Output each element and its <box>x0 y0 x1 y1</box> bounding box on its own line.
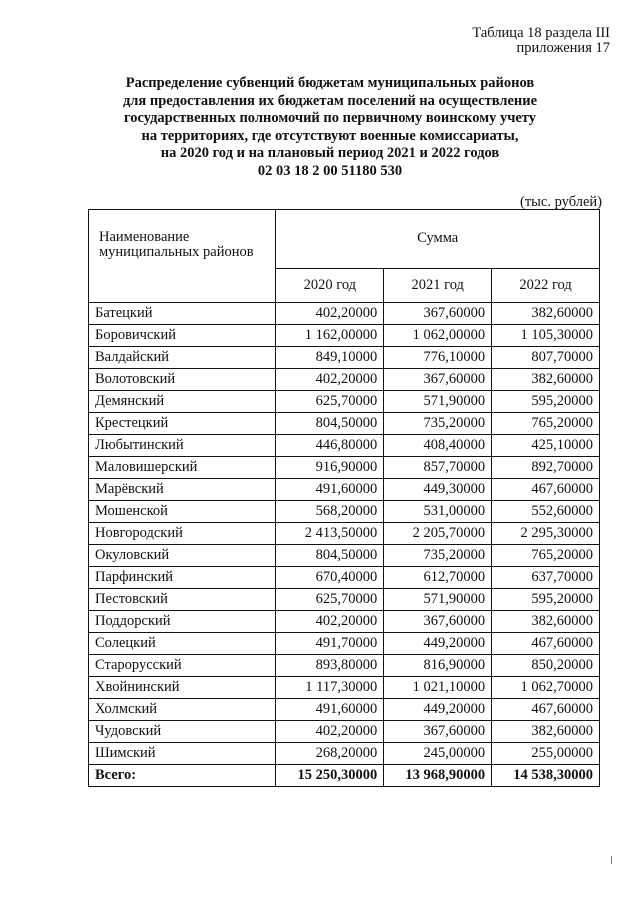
district-name-cell: Марёвский <box>89 479 276 501</box>
district-name-cell: Парфинский <box>89 567 276 589</box>
district-name-cell: Валдайский <box>89 347 276 369</box>
header-year-2021: 2021 год <box>384 268 492 302</box>
value-2021-cell: 408,40000 <box>384 435 492 457</box>
value-2021-cell: 776,10000 <box>384 347 492 369</box>
value-2022-cell: 382,60000 <box>492 369 600 391</box>
value-2022-cell: 1 105,30000 <box>492 325 600 347</box>
title-line: на 2020 год и на плановый период 2021 и 2022 годов <box>160 145 500 162</box>
table-row <box>89 721 600 743</box>
header-district-name <box>89 210 276 303</box>
title-line: для предоставления их бюджетам поселений на осуществление <box>122 92 538 109</box>
table-row <box>89 589 600 611</box>
value-2020-cell: 625,70000 <box>276 391 384 413</box>
value-2022-cell: 467,60000 <box>492 633 600 655</box>
value-2020-cell: 268,20000 <box>276 743 384 765</box>
table-row <box>89 545 600 567</box>
value-2020-cell: 849,10000 <box>276 347 384 369</box>
value-2020-cell: 491,60000 <box>276 479 384 501</box>
value-2022-cell: 807,70000 <box>492 347 600 369</box>
value-2022-cell: 552,60000 <box>492 501 600 523</box>
header-district-name-line-1: Наименование <box>99 229 190 245</box>
units-note: (тыс. рублей) <box>520 194 602 210</box>
value-2022-cell: 595,20000 <box>492 589 600 611</box>
document-title <box>100 75 560 181</box>
title-line: Распределение субвенций бюджетам муниципальных районов <box>125 75 535 91</box>
value-2020-cell: 804,50000 <box>276 413 384 435</box>
table-reference <box>472 26 610 56</box>
value-2021-cell: 449,20000 <box>384 699 492 721</box>
value-2022-cell: 467,60000 <box>492 479 600 501</box>
table-row <box>89 457 600 479</box>
value-2020-cell: 568,20000 <box>276 501 384 523</box>
district-name-cell: Старорусский <box>89 655 276 677</box>
district-name-cell: Окуловский <box>89 545 276 567</box>
value-2020-cell: 1 162,00000 <box>276 325 384 347</box>
subvention-table <box>88 209 600 787</box>
table-row <box>89 633 600 655</box>
district-name-cell: Демянский <box>89 391 276 413</box>
value-2020-cell: 625,70000 <box>276 589 384 611</box>
table-row <box>89 479 600 501</box>
district-name-cell: Боровичский <box>89 325 276 347</box>
value-2022-cell: 425,10000 <box>492 435 600 457</box>
table-row <box>89 413 600 435</box>
value-2021-cell: 571,90000 <box>384 589 492 611</box>
district-name-cell: Солецкий <box>89 633 276 655</box>
header-year-2020: 2020 год <box>276 268 384 302</box>
district-name-cell: Маловишерский <box>89 457 276 479</box>
header-sum: Сумма <box>276 210 600 269</box>
value-2020-cell: 402,20000 <box>276 721 384 743</box>
value-2022-cell: 595,20000 <box>492 391 600 413</box>
table-row <box>89 435 600 457</box>
table-row <box>89 501 600 523</box>
district-name-cell: Волотовский <box>89 369 276 391</box>
value-2020-cell: 1 117,30000 <box>276 677 384 699</box>
table-row <box>89 369 600 391</box>
value-2021-cell: 571,90000 <box>384 391 492 413</box>
district-name-cell: Хвойнинский <box>89 677 276 699</box>
value-2020-cell: 402,20000 <box>276 611 384 633</box>
total-2022: 14 538,30000 <box>492 765 600 787</box>
district-name-cell: Поддорский <box>89 611 276 633</box>
header-district-name-line-2: муниципальных районов <box>99 244 254 260</box>
table-body <box>89 303 600 787</box>
value-2020-cell: 893,80000 <box>276 655 384 677</box>
table-row <box>89 699 600 721</box>
value-2020-cell: 402,20000 <box>276 303 384 325</box>
title-line: государственных полномочий по первичному воинскому учету <box>124 110 536 127</box>
district-name-cell: Мошенской <box>89 501 276 523</box>
value-2020-cell: 916,90000 <box>276 457 384 479</box>
value-2022-cell: 382,60000 <box>492 721 600 743</box>
table-row <box>89 347 600 369</box>
header-year-2022: 2022 год <box>492 268 600 302</box>
value-2021-cell: 449,20000 <box>384 633 492 655</box>
value-2021-cell: 245,00000 <box>384 743 492 765</box>
table-reference-line-1: Таблица 18 раздела III <box>472 25 610 41</box>
value-2022-cell: 637,70000 <box>492 567 600 589</box>
value-2021-cell: 2 205,70000 <box>384 523 492 545</box>
scan-edge-mark <box>611 856 612 864</box>
total-row <box>89 765 600 787</box>
total-2021: 13 968,90000 <box>384 765 492 787</box>
table-row <box>89 523 600 545</box>
budget-classification-code: 02 03 18 2 00 51180 530 <box>257 162 403 179</box>
district-name-cell: Холмский <box>89 699 276 721</box>
table-row <box>89 677 600 699</box>
value-2020-cell: 446,80000 <box>276 435 384 457</box>
value-2022-cell: 765,20000 <box>492 413 600 435</box>
value-2022-cell: 382,60000 <box>492 611 600 633</box>
district-name-cell: Пестовский <box>89 589 276 611</box>
value-2022-cell: 850,20000 <box>492 655 600 677</box>
district-name-cell: Любытинский <box>89 435 276 457</box>
value-2020-cell: 491,70000 <box>276 633 384 655</box>
value-2022-cell: 892,70000 <box>492 457 600 479</box>
table-row <box>89 391 600 413</box>
value-2021-cell: 1 062,00000 <box>384 325 492 347</box>
value-2022-cell: 765,20000 <box>492 545 600 567</box>
value-2022-cell: 467,60000 <box>492 699 600 721</box>
value-2021-cell: 857,70000 <box>384 457 492 479</box>
value-2020-cell: 804,50000 <box>276 545 384 567</box>
value-2021-cell: 449,30000 <box>384 479 492 501</box>
value-2020-cell: 491,60000 <box>276 699 384 721</box>
title-line: на территориях, где отсутствуют военные комиссариаты, <box>141 127 519 144</box>
value-2021-cell: 735,20000 <box>384 545 492 567</box>
value-2021-cell: 367,60000 <box>384 303 492 325</box>
value-2021-cell: 367,60000 <box>384 611 492 633</box>
district-name-cell: Крестецкий <box>89 413 276 435</box>
value-2021-cell: 531,00000 <box>384 501 492 523</box>
value-2021-cell: 816,90000 <box>384 655 492 677</box>
value-2021-cell: 612,70000 <box>384 567 492 589</box>
table-row <box>89 567 600 589</box>
value-2021-cell: 735,20000 <box>384 413 492 435</box>
value-2020-cell: 2 413,50000 <box>276 523 384 545</box>
table-row <box>89 743 600 765</box>
district-name-cell: Чудовский <box>89 721 276 743</box>
district-name-cell: Шимский <box>89 743 276 765</box>
value-2022-cell: 382,60000 <box>492 303 600 325</box>
value-2020-cell: 670,40000 <box>276 567 384 589</box>
value-2021-cell: 1 021,10000 <box>384 677 492 699</box>
table-row <box>89 611 600 633</box>
total-2020: 15 250,30000 <box>276 765 384 787</box>
district-name-cell: Батецкий <box>89 303 276 325</box>
table-reference-line-2: приложения 17 <box>516 40 610 56</box>
table-row <box>89 655 600 677</box>
value-2022-cell: 1 062,70000 <box>492 677 600 699</box>
table-row <box>89 303 600 325</box>
value-2020-cell: 402,20000 <box>276 369 384 391</box>
value-2021-cell: 367,60000 <box>384 369 492 391</box>
total-label: Всего: <box>89 765 276 787</box>
value-2022-cell: 2 295,30000 <box>492 523 600 545</box>
value-2021-cell: 367,60000 <box>384 721 492 743</box>
district-name-cell: Новгородский <box>89 523 276 545</box>
value-2022-cell: 255,00000 <box>492 743 600 765</box>
table-row <box>89 325 600 347</box>
